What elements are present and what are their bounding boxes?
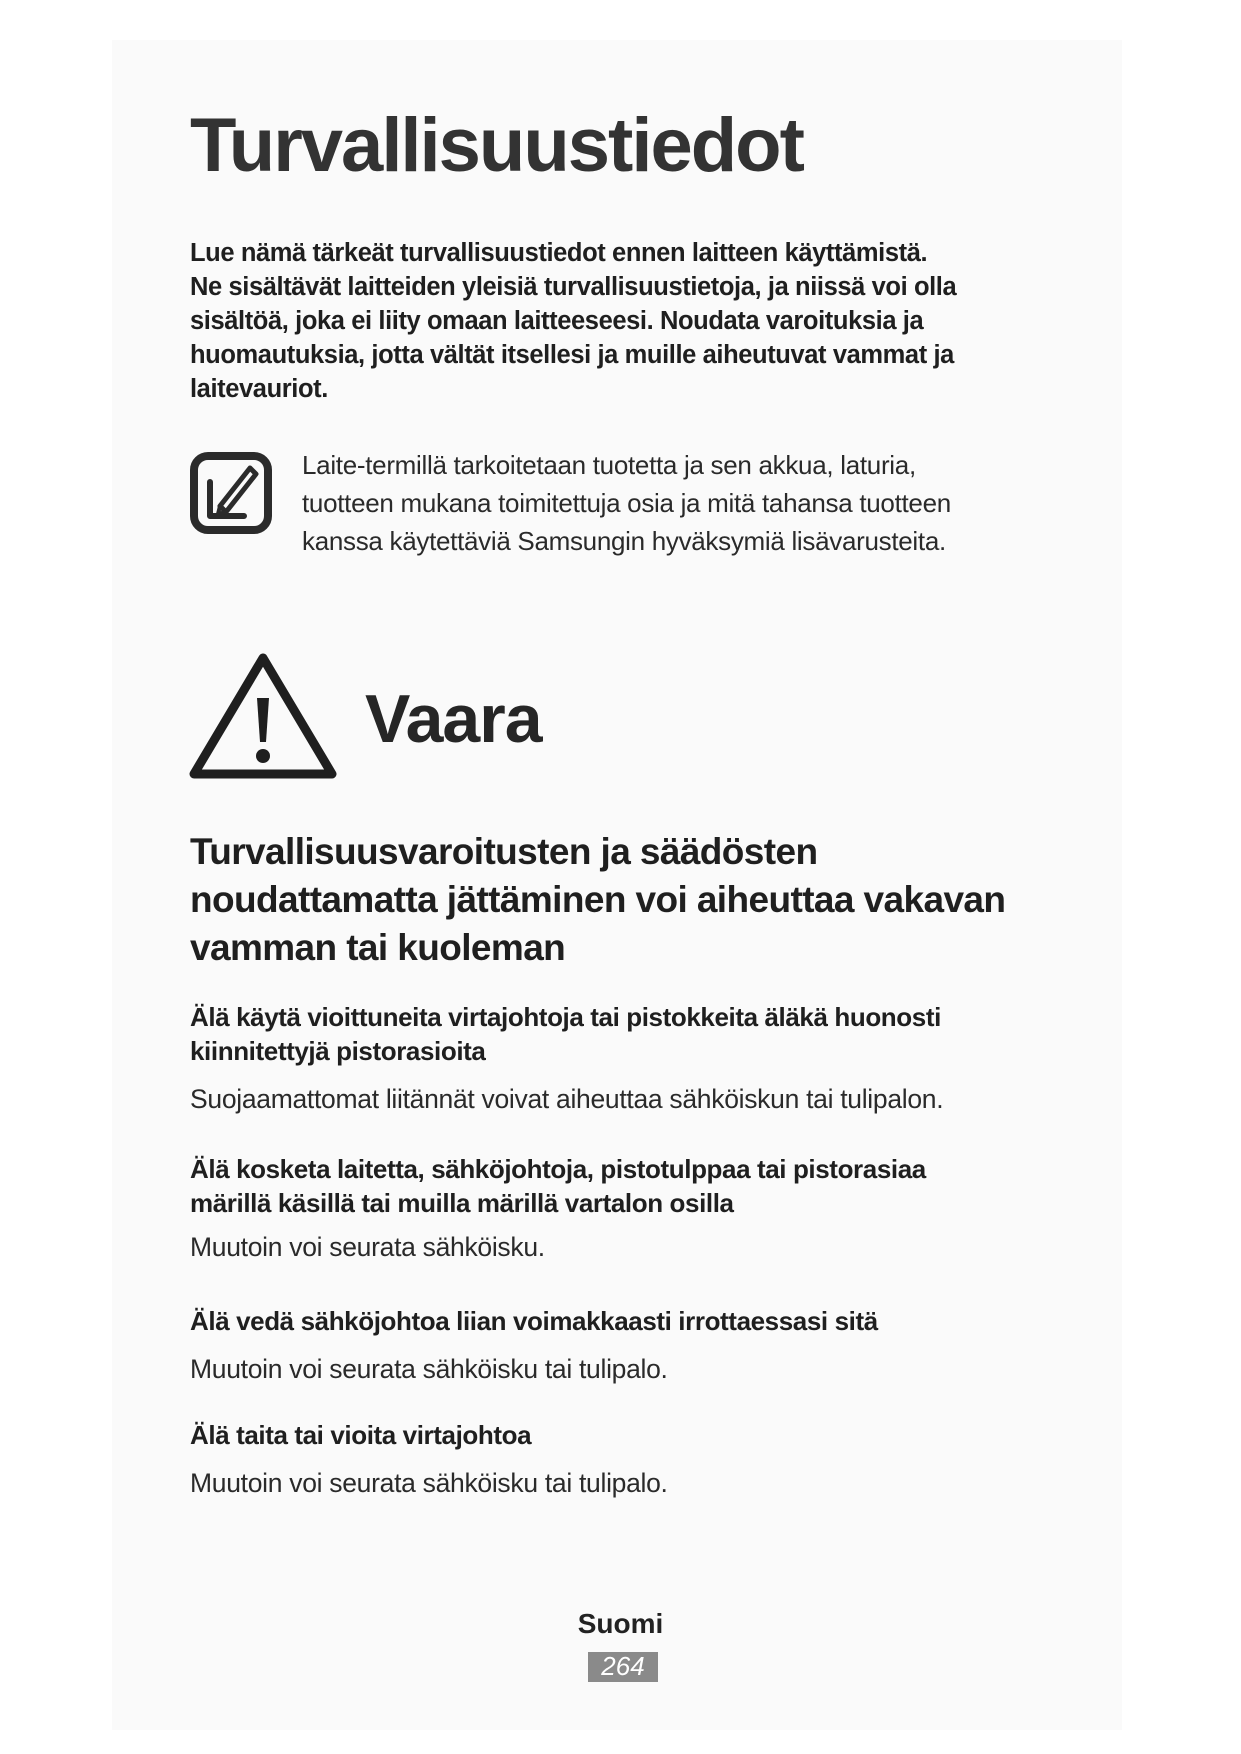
warning-item-heading	[190, 1304, 1070, 1338]
intro-line: Ne sisältävät laitteiden yleisiä turvallisuustietoja, ja niissä voi olla	[190, 273, 957, 301]
warning-item-heading-line: Älä taita tai vioita virtajohtoa	[190, 1420, 532, 1450]
warning-item	[190, 1418, 1070, 1500]
page-number: 264	[588, 1652, 658, 1682]
note-line: tuotteen mukana toimitettuja osia ja mitä tahansa tuotteen	[302, 488, 951, 518]
warning-item-text: Muutoin voi seurata sähköisku.	[190, 1232, 545, 1262]
warning-item	[190, 1304, 1070, 1386]
warning-item-heading-line: Älä vedä sähköjohtoa liian voimakkaasti irrottaessasi sitä	[190, 1306, 878, 1336]
danger-heading-line: Turvallisuusvaroitusten ja säädösten	[190, 831, 818, 872]
intro-line: laitevauriot.	[190, 375, 328, 403]
warning-item-heading	[190, 1000, 1070, 1068]
warning-item-heading	[190, 1418, 1070, 1452]
warning-item	[190, 1000, 1070, 1116]
warning-item-heading-line: kiinnitettyjä pistorasioita	[190, 1036, 486, 1066]
danger-heading-line: vamman tai kuoleman	[190, 927, 566, 968]
page-title: Turvallisuustiedot	[190, 103, 803, 188]
intro-line: Lue nämä tärkeät turvallisuustiedot ennen laitteen käyttämistä.	[190, 239, 928, 267]
warning-item-heading-line: märillä käsillä tai muilla märillä vartalon osilla	[190, 1188, 734, 1218]
warning-item-text: Muutoin voi seurata sähköisku tai tulipalo.	[190, 1468, 668, 1498]
danger-heading	[190, 828, 1090, 972]
warning-item-heading-line: Älä kosketa laitetta, sähköjohtoja, pistotulppaa tai pistorasiaa	[190, 1154, 926, 1184]
warning-triangle-icon	[188, 650, 338, 782]
intro-line: huomautuksia, jotta vältät itsellesi ja muille aiheutuvat vammat ja	[190, 341, 954, 369]
intro-line: sisältöä, joka ei liity omaan laitteeseesi. Noudata varoituksia ja	[190, 307, 924, 335]
warning-item	[190, 1152, 1070, 1264]
note-pencil-icon	[190, 452, 272, 534]
intro-paragraph	[190, 236, 1070, 406]
footer-language: Suomi	[577, 1608, 664, 1639]
warning-item-heading-line: Älä käytä vioittuneita virtajohtoja tai pistokkeita äläkä huonosti	[190, 1002, 941, 1032]
warning-item-text: Muutoin voi seurata sähköisku tai tulipalo.	[190, 1354, 668, 1384]
danger-heading-line: noudattamatta jättäminen voi aiheuttaa vakavan	[190, 879, 1006, 920]
note-text	[302, 446, 1062, 560]
danger-title: Vaara	[365, 681, 542, 757]
note-line: Laite-termillä tarkoitetaan tuotetta ja sen akkua, laturia,	[302, 450, 916, 480]
warning-item-text: Suojaamattomat liitännät voivat aiheuttaa sähköiskun tai tulipalon.	[190, 1084, 944, 1114]
note-line: kanssa käytettäviä Samsungin hyväksymiä lisävarusteita.	[302, 526, 946, 556]
warning-item-heading	[190, 1152, 1070, 1220]
